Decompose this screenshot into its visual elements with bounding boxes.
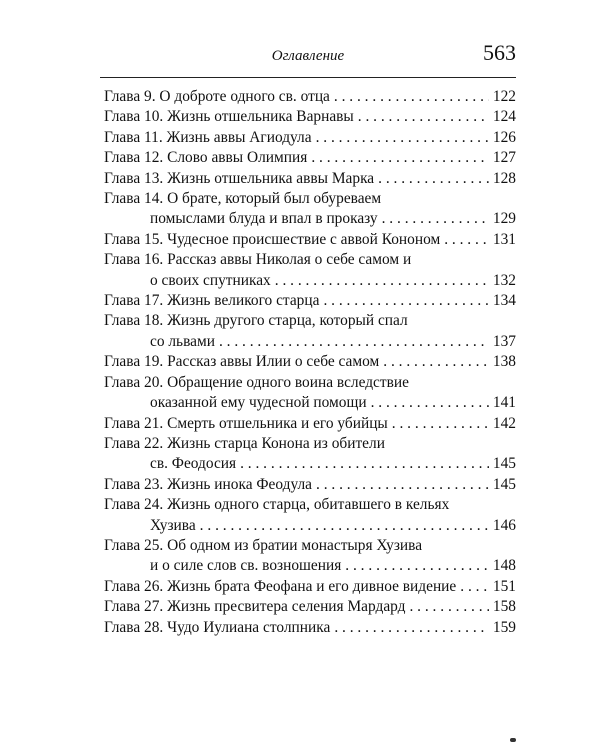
leader-dots (382, 209, 489, 229)
chapter-number: Глава 25. (104, 536, 164, 554)
toc-line (104, 311, 516, 331)
chapter-title: Об одном из братии монастыря Хузива (167, 536, 423, 554)
toc-label (104, 189, 381, 209)
chapter-number: Глава 10. (104, 108, 164, 126)
toc-line (104, 332, 516, 352)
toc-page-number: 134 (492, 292, 516, 310)
toc-page-number: 132 (492, 271, 516, 289)
chapter-title: Жизнь инока Феодула (167, 475, 312, 493)
chapter-number: Глава 22. (104, 434, 164, 452)
toc-label (104, 230, 440, 250)
toc-line (104, 393, 516, 413)
chapter-title: Чудо Иулиана столпника (167, 618, 331, 636)
toc-line (104, 414, 516, 434)
toc-entry (104, 536, 516, 577)
toc-page-number: 145 (492, 455, 516, 473)
leader-dots (378, 169, 489, 189)
toc-line (104, 169, 516, 189)
chapter-title: о своих спутниках (150, 271, 271, 289)
toc-label (150, 556, 341, 576)
chapter-title: Смерть отшельника и его убийцы (167, 414, 388, 432)
toc-page-number: 159 (492, 618, 516, 636)
chapter-title: Слово аввы Олимпия (167, 149, 308, 167)
header-rule (100, 77, 516, 78)
chapter-title: со львами (150, 332, 215, 350)
leader-dots (323, 291, 488, 311)
toc-label (104, 250, 411, 270)
chapter-title: Хузива (150, 516, 196, 534)
toc-line (104, 148, 516, 168)
toc-line (104, 209, 516, 229)
toc-label (150, 271, 271, 291)
leader-dots (444, 230, 489, 250)
chapter-title: Обращение одного воина вследствие (167, 373, 409, 391)
toc-label (104, 128, 312, 148)
toc-entry (104, 230, 516, 250)
leader-dots (240, 454, 489, 474)
chapter-title: Жизнь аввы Агиодула (166, 128, 312, 146)
leader-dots (200, 516, 489, 536)
toc-entry (104, 577, 516, 597)
chapter-title: Жизнь другого старца, который спал (167, 312, 408, 330)
toc-entry (104, 597, 516, 617)
chapter-title: Жизнь пресвитера селения Мардард (167, 598, 406, 616)
chapter-title: оказанной ему чудесной помощи (150, 394, 367, 412)
chapter-number: Глава 27. (104, 598, 164, 616)
leader-dots (345, 556, 489, 576)
leader-dots (409, 597, 488, 617)
leader-dots (460, 577, 489, 597)
toc-entry (104, 291, 516, 311)
toc-line (104, 454, 516, 474)
chapter-title: и о силе слов св. возношения (150, 557, 342, 575)
header-title: Оглавление (271, 48, 345, 64)
page-number: 563 (483, 40, 516, 65)
toc-page-number: 129 (492, 210, 516, 228)
toc-entry (104, 148, 516, 168)
chapter-title: Жизнь брата Феофана и его дивное видение (167, 577, 457, 595)
toc-label (104, 434, 385, 454)
chapter-title: Жизнь старца Конона из обители (167, 434, 385, 452)
toc-page-number: 151 (492, 577, 516, 595)
chapter-number: Глава 11. (104, 128, 163, 146)
toc-line (104, 475, 516, 495)
toc-label (104, 577, 456, 597)
toc-page-number: 148 (492, 557, 516, 575)
toc-line (104, 577, 516, 597)
chapter-number: Глава 19. (104, 353, 164, 371)
chapter-title: О доброте одного св. отца (159, 88, 330, 105)
toc-label (104, 87, 330, 107)
toc-entry (104, 352, 516, 372)
toc-label (104, 618, 330, 638)
toc-entry (104, 495, 516, 536)
chapter-title: помыслами блуда и впал в проказу (150, 210, 378, 228)
toc-entry (104, 128, 516, 148)
toc-line (104, 352, 516, 372)
toc-line (104, 495, 516, 515)
chapter-number: Глава 12. (104, 149, 164, 167)
toc-label (104, 169, 374, 189)
leader-dots (383, 352, 489, 372)
toc-entry (104, 434, 516, 475)
chapter-number: Глава 23. (104, 475, 164, 493)
chapter-title: Жизнь одного старца, обитавшего в кельях (167, 496, 450, 514)
leader-dots (392, 414, 489, 434)
toc-line (104, 618, 516, 638)
chapter-number: Глава 20. (104, 373, 164, 391)
toc-label (104, 475, 312, 495)
toc-entry (104, 250, 516, 291)
toc-line (104, 87, 516, 107)
chapter-number: Глава 9. (104, 88, 156, 105)
toc-line (104, 373, 516, 393)
toc-page-number: 131 (492, 230, 516, 248)
toc-page-number: 122 (492, 88, 516, 105)
chapter-title: св. Феодосия (150, 455, 237, 473)
chapter-title: Жизнь отшельника Варнавы (167, 108, 354, 126)
toc-page-number: 146 (492, 516, 516, 534)
leader-dots (311, 148, 489, 168)
toc-page-number: 142 (492, 414, 516, 432)
chapter-title: Жизнь отшельника аввы Марка (167, 169, 375, 187)
chapter-title: Жизнь великого старца (167, 292, 320, 310)
toc-entry (104, 414, 516, 434)
chapter-title: Рассказ аввы Илии о себе самом (167, 353, 380, 371)
chapter-number: Глава 24. (104, 496, 164, 514)
chapter-number: Глава 14. (104, 190, 164, 208)
toc-line (104, 107, 516, 127)
toc-page-number: 126 (492, 128, 516, 146)
toc-line (104, 597, 516, 617)
chapter-number: Глава 18. (104, 312, 164, 330)
toc-label (104, 536, 422, 556)
toc-line (104, 291, 516, 311)
toc-line (104, 250, 516, 270)
toc-line (104, 230, 516, 250)
toc-page-number: 127 (492, 149, 516, 167)
chapter-title: Чудесное происшествие с аввой Кононом (167, 230, 441, 248)
toc-label (150, 332, 215, 352)
toc-line (104, 271, 516, 291)
leader-dots (358, 107, 489, 127)
toc-page-number: 124 (492, 108, 516, 126)
toc-label (104, 352, 379, 372)
toc-label (104, 311, 408, 331)
toc-entry (104, 618, 516, 638)
toc-label (150, 516, 196, 536)
toc-entry (104, 87, 516, 107)
toc-entry (104, 475, 516, 495)
toc-line (104, 536, 516, 556)
chapter-number: Глава 15. (104, 230, 164, 248)
toc-page-number: 141 (492, 394, 516, 412)
toc-page-number: 158 (492, 598, 516, 616)
toc-line (104, 434, 516, 454)
leader-dots (334, 87, 489, 107)
print-mark (510, 738, 516, 742)
toc-label (150, 454, 236, 474)
toc-label (104, 414, 388, 434)
toc-label (104, 495, 449, 515)
toc-entry (104, 169, 516, 189)
chapter-number: Глава 28. (104, 618, 164, 636)
toc-entry (104, 107, 516, 127)
toc-label (104, 597, 405, 617)
toc-label (150, 393, 367, 413)
toc-page-number: 145 (492, 475, 516, 493)
toc-entry (104, 311, 516, 352)
leader-dots (219, 332, 489, 352)
chapter-number: Глава 26. (104, 577, 164, 595)
chapter-number: Глава 13. (104, 169, 164, 187)
toc-page-number: 137 (492, 332, 516, 350)
leader-dots (316, 475, 489, 495)
table-of-contents (104, 87, 516, 638)
chapter-number: Глава 21. (104, 414, 164, 432)
toc-label (104, 107, 354, 127)
toc-line (104, 516, 516, 536)
leader-dots (275, 271, 489, 291)
toc-label (150, 209, 378, 229)
toc-entry (104, 373, 516, 414)
toc-line (104, 189, 516, 209)
running-header (100, 40, 516, 80)
toc-line (104, 128, 516, 148)
leader-dots (371, 393, 489, 413)
toc-label (104, 373, 409, 393)
chapter-number: Глава 17. (104, 292, 164, 310)
leader-dots (316, 128, 489, 148)
toc-label (104, 148, 307, 168)
chapter-number: Глава 16. (104, 251, 164, 269)
leader-dots (334, 618, 489, 638)
toc-page-number: 128 (492, 169, 516, 187)
toc-page-number: 138 (492, 353, 516, 371)
toc-label (104, 291, 319, 311)
chapter-title: Рассказ аввы Николая о себе самом и (167, 251, 412, 269)
toc-line (104, 556, 516, 576)
toc-entry (104, 189, 516, 230)
chapter-title: О брате, который был обуреваем (167, 190, 382, 208)
